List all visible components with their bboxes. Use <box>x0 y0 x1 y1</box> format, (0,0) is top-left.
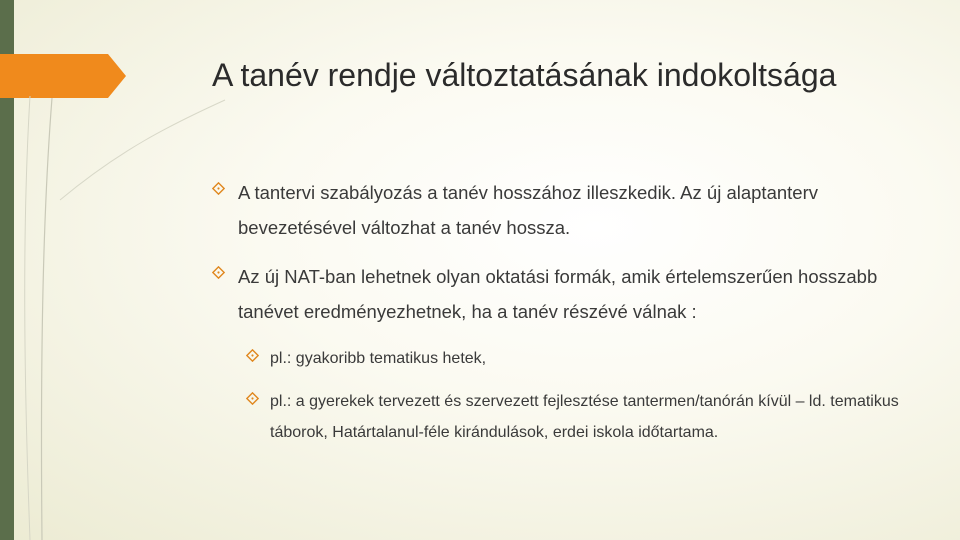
diamond-bullet-icon <box>212 266 225 279</box>
diamond-bullet-icon <box>212 182 225 195</box>
bullet-text: pl.: a gyerekek tervezett és szervezett fejlesztése tantermen/tanórán kívül – ld. tematikus táborok, Határtalanul-féle kirándulások, erdei iskola időtartama. <box>270 393 899 441</box>
bullet-list <box>212 175 912 460</box>
bullet-text: Az új NAT-ban lehetnek olyan oktatási formák, amik értelemszerűen hosszabb tanévet eredményezhetnek, ha a tanév részévé válnak : <box>238 266 878 322</box>
diamond-bullet-icon <box>246 349 259 362</box>
bullet-text: A tantervi szabályozás a tanév hosszához illeszkedik. Az új alaptanterv bevezetésével változhat a tanév hossza. <box>238 182 818 238</box>
sub-bullet-item <box>212 386 912 448</box>
diamond-bullet-icon <box>246 392 259 405</box>
bullet-text: pl.: gyakoribb tematikus hetek, <box>270 350 487 367</box>
sub-bullet-item <box>212 343 912 374</box>
bullet-item <box>212 259 912 329</box>
bullet-item <box>212 175 912 245</box>
slide-title: A tanév rendje változtatásának indokoltsága <box>212 57 837 93</box>
